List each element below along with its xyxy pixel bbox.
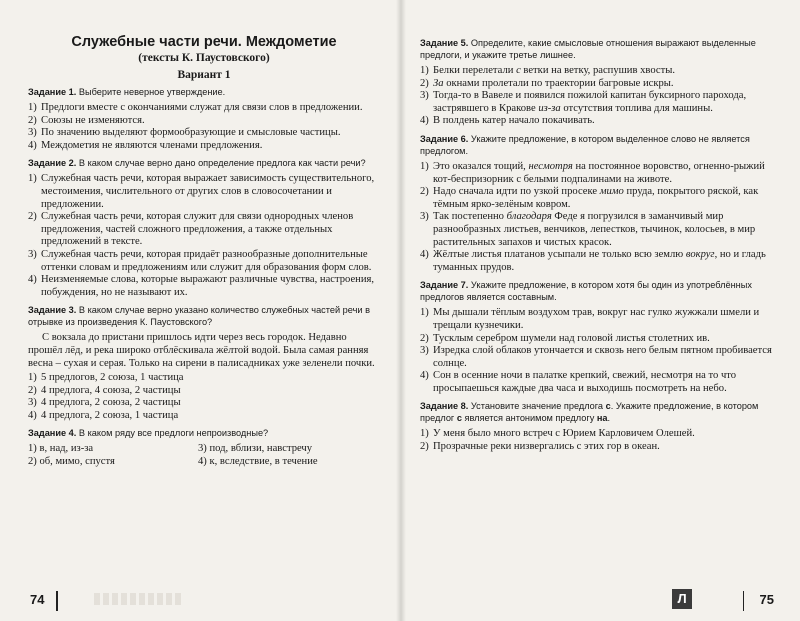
page-number-left: 74	[30, 592, 45, 607]
option	[28, 173, 380, 211]
task3-label: Задание 3.	[28, 305, 77, 316]
task7-text: Укажите предложение, в котором хотя бы один из употреблённых предлогов является составным.	[420, 280, 752, 303]
option-text: Надо сначала идти по узкой просеке	[433, 186, 600, 198]
option	[28, 211, 380, 249]
option-text: Служебная часть речи, которая служит для связи однородных членов предложения, частей сложного предложения, а также отдельных предложений в тексте.	[41, 211, 354, 248]
option-text: Изредка слой облаков утончается и сквозь него белым пятном пробивается солнце.	[433, 345, 772, 369]
task8-text: .	[607, 413, 611, 424]
publisher-logo	[672, 589, 692, 609]
option-text: 4 предлога, 2 союза, 1 частица	[41, 409, 179, 421]
option-number: 2)	[420, 332, 429, 344]
task8-text: является антонимом предлогу	[461, 413, 597, 424]
highlighted-word: с	[605, 401, 611, 412]
option-number: 3)	[28, 127, 37, 139]
task8-prompt	[420, 400, 782, 424]
task6-prompt	[420, 133, 782, 157]
option	[420, 65, 782, 78]
option	[420, 90, 782, 115]
task6-label: Задание 6.	[420, 133, 469, 144]
option-text: Жёлтые листья платанов усыпали не только всю землю	[433, 249, 686, 261]
option	[420, 161, 782, 186]
task1-text: Выберите неверное утверждение.	[78, 87, 226, 97]
option-text: По значению выделяют формообразующие и смысловые частицы.	[41, 127, 341, 139]
option-number: 4)	[28, 139, 37, 151]
option-number: 4)	[420, 115, 429, 127]
task4-text: В каком ряду все предлоги непроизводные?	[78, 428, 269, 439]
option-number: 2)	[420, 186, 429, 198]
task4-prompt	[28, 427, 380, 439]
task5-options	[420, 65, 782, 128]
task7-label: Задание 7.	[420, 280, 469, 291]
option-number: 3)	[198, 443, 207, 455]
highlighted-word: вокруг	[685, 249, 715, 261]
task4-label: Задание 4.	[28, 428, 77, 439]
option-text: окнами пролетали по траектории багровые искры.	[443, 77, 674, 89]
task2-prompt	[28, 157, 380, 169]
option-text: Неизменяемые слова, которые выражают различные чувства, настроения, побуждения, но не называют их.	[41, 274, 375, 298]
page-title: Служебные части речи. Междометие	[71, 34, 337, 50]
option-text: Это оказался тощий,	[433, 160, 529, 172]
option-number: 3)	[28, 397, 37, 409]
option-text: Прозрачные реки низвергались с этих гор в океан.	[433, 441, 660, 453]
option-number: 2)	[28, 211, 37, 223]
option-text: 5 предлогов, 2 союза, 1 частица	[41, 372, 184, 384]
task6-text: Укажите предложение, в котором выделенное слово не является предлогом.	[420, 133, 750, 156]
task7-options	[420, 307, 782, 395]
option-text: на постоянное воровство, огненно-рыжий кот-беспризорник с белыми подпалинами на животе.	[433, 160, 765, 185]
option	[420, 428, 782, 441]
option	[420, 186, 782, 211]
option-text: 4 предлога, 4 союза, 2 частицы	[41, 384, 181, 396]
option	[28, 456, 198, 469]
highlighted-word: несмотря	[528, 160, 573, 172]
option-text: к, вследствие, в течение	[209, 456, 318, 468]
option-text: пруда, покрытого ряской, как тёмным ярко-зелёным ковром.	[433, 186, 759, 210]
task8-options	[420, 428, 782, 453]
task6-options	[420, 161, 782, 274]
task3-prompt	[28, 304, 380, 328]
page-number-right: 75	[759, 592, 774, 607]
option	[420, 115, 782, 128]
option-text: Сон в осенние ночи в палатке крепкий, свежий, несмотря на то что просыпаешься каждые два часа и выходишь посмотреть на небо.	[433, 370, 737, 394]
option-text: Мы дышали тёплым воздухом трав, вокруг нас гулко жужжали шмели и трещали кузнечики.	[433, 307, 760, 331]
task5-prompt	[420, 37, 782, 61]
task5-label: Задание 5.	[420, 38, 469, 48]
option	[28, 102, 380, 115]
option-number: 4)	[420, 249, 429, 261]
task5-text: Определите, какие смысловые отношения выражают выделенные предлоги, и укажите третье лишнее.	[420, 38, 756, 60]
option-text: Белки перелетали	[433, 65, 517, 76]
option-number: 2)	[420, 441, 429, 453]
option	[28, 397, 380, 410]
page-subtitle: (тексты К. Паустовского)	[138, 52, 270, 64]
option-text: Союзы не изменяются.	[41, 114, 145, 126]
task2-options	[28, 173, 380, 299]
task1-options	[28, 102, 380, 152]
option-text: Тогда-то в Вавеле и появился пожилой капитан буксирного парохода, застрявшего в Кракове	[433, 90, 747, 114]
option	[28, 115, 380, 128]
option-number: 1)	[420, 65, 429, 76]
page-number-rule	[56, 591, 58, 611]
task8-text: . Укажите предложение, в котором предлог	[420, 401, 759, 424]
option-number: 4)	[28, 409, 37, 421]
option-number: 2)	[420, 77, 429, 89]
task3-text: В каком случае верно указано количество служебных частей речи в отрывке из произведения К. Паустовского?	[28, 305, 370, 328]
option	[198, 456, 380, 469]
option-text: , но и гладь туманных прудов.	[433, 249, 766, 273]
option-text: под, вблизи, навстречу	[209, 443, 313, 455]
option	[420, 307, 782, 332]
option	[420, 211, 782, 249]
option-text: Так постепенно	[433, 211, 507, 223]
task1-label: Задание 1.	[28, 87, 77, 97]
option-number: 3)	[28, 248, 37, 260]
page-number-rule	[743, 591, 745, 611]
option	[420, 78, 782, 91]
option-number: 1)	[28, 102, 37, 113]
option-text: отсутствия топлива для машины.	[560, 102, 713, 114]
option-text: В полдень катер начало покачивать.	[433, 115, 595, 127]
option-text: Тусклым серебром шумели над головой листья столетних ив.	[433, 332, 710, 344]
option-text: Служебная часть речи, которая выражает зависимость существительного, местоимения, числительного от других слов в словосочетании и предложении.	[41, 173, 375, 210]
option-number: 4)	[28, 274, 37, 286]
right-page	[400, 0, 800, 621]
task3-passage: С вокзала до пристани пришлось идти через весь городок. Недавно прошёл лёд, и река широко отблёскивала жёлтой водой. Была самая ранняя весна – сухая и серая. Только на сирени в палисадниках уже зеленели почки.	[28, 332, 375, 369]
option	[28, 274, 380, 299]
task8-label: Задание 8.	[420, 401, 469, 412]
option-number: 1)	[420, 307, 429, 319]
option-text: об, мимо, спустя	[39, 456, 115, 468]
task8-text: Установите значение предлога	[470, 401, 606, 412]
option	[420, 249, 782, 274]
option-number: 1)	[420, 160, 429, 172]
option-number: 4)	[420, 370, 429, 382]
option-text: 4 предлога, 2 союза, 2 частицы	[41, 397, 181, 409]
option	[420, 333, 782, 346]
option-number: 2)	[28, 384, 37, 396]
task2-text: В каком случае верно дано определение предлога как части речи?	[78, 158, 366, 169]
option	[420, 370, 782, 395]
option-text: Предлоги вместе с окончаниями служат для связи слов в предложении.	[41, 102, 363, 113]
highlighted-word: из-за	[538, 102, 561, 114]
task3-options	[28, 372, 380, 422]
option-text: Междометия не являются членами предложения.	[41, 139, 263, 151]
highlighted-word: с	[516, 65, 521, 76]
option-number: 1)	[28, 372, 37, 384]
highlighted-word: благодаря	[506, 211, 552, 223]
option-number: 1)	[28, 173, 37, 185]
highlighted-word: мимо	[599, 186, 624, 198]
option-number: 3)	[420, 345, 429, 357]
option-number: 3)	[420, 211, 429, 223]
task2-label: Задание 2.	[28, 158, 77, 169]
option-text: Феде я погрузился в заманчивый мир разнообразных листьев, венчиков, лепестков, тычинок, колосьев, в мир растительных запахов и чистых красок.	[433, 211, 756, 248]
task7-prompt	[420, 279, 782, 303]
option	[420, 345, 782, 370]
option-number: 2)	[28, 114, 37, 126]
option	[420, 441, 782, 454]
logo-letter: Л	[677, 591, 687, 606]
highlighted-word: на	[596, 413, 608, 424]
option-text: ветки на ветку, распушив хвосты.	[520, 65, 676, 76]
option	[28, 249, 380, 274]
faded-mark	[94, 593, 184, 605]
option-text: У меня было много встреч с Юрием Карловичем Олешей.	[433, 428, 695, 440]
task1-prompt	[28, 86, 380, 98]
highlighted-word: За	[433, 77, 444, 89]
highlighted-word: с	[456, 413, 462, 424]
option-number: 1)	[28, 443, 37, 455]
option	[28, 385, 380, 398]
option-number: 4)	[198, 456, 207, 468]
option	[28, 410, 380, 423]
option	[28, 127, 380, 140]
option-number: 2)	[28, 456, 37, 468]
option	[28, 140, 380, 153]
option-text: в, над, из-за	[39, 443, 94, 455]
option-number: 3)	[420, 90, 429, 102]
option	[28, 372, 380, 385]
variant-heading: Вариант 1	[177, 69, 231, 81]
option	[198, 443, 380, 456]
task4-options	[28, 443, 380, 468]
option	[28, 443, 198, 456]
option-text: Служебная часть речи, которая придаёт разнообразные дополнительные оттенки словам и предложениям или служит для образования форм слов.	[41, 248, 372, 273]
option-number: 1)	[420, 428, 429, 440]
